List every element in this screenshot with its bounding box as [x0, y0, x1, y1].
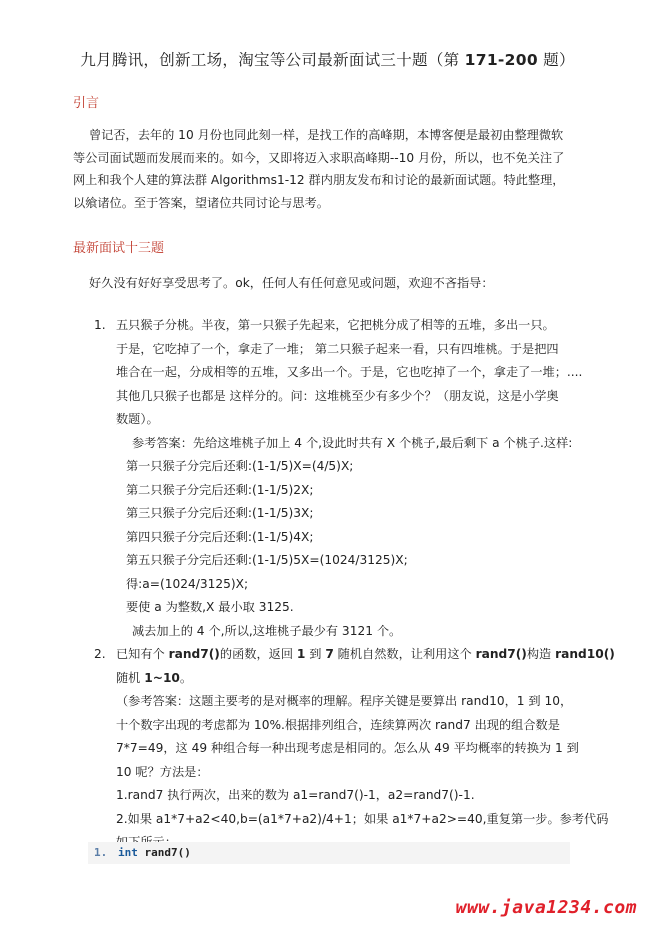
question-list: [88, 314, 615, 855]
section-heading: 最新面试十三题: [73, 241, 165, 256]
code-block: [88, 842, 570, 864]
list-item: 1. 五只猴子分桃。半夜，第一只猴子先起来，它把桃分成了相等的五堆，多出一只。 于是，它吃掉了一个，拿走了一堆； 第二只猴子起来一看，只有四堆桃。于是把四 堆合在一起，分成相等的五堆，又多出一个。于是，它也吃掉了一个，拿走了一堆；.... 其他几只猴子也都是 这样分的。问：这堆桃至少有多少个？（朋友说，这是小学奥 数题）。 参考答案：先给这堆桃子加上 4 个,设此时共有 X 个桃子,最后剩下 a 个桃子.这样: 第一只猴子分完后还剩:(1-1/5)X=(4/5)X; 第二只猴子分完后还剩:(1-1/5)2X; 第三只猴子分完后还剩:(1-1/5)3X; 第四只猴子分完后还剩:(1-1/5)4X; 第五只猴子分完后还剩:(1-1/5)5X=(1024/3125)X; 得:a=(1024/3125)X; 要使 a 为整数,X 最小取 3125. 减去加上的 4 个,所以,这堆桃子最少有 3121 个。: [88, 314, 573, 643]
code-keyword: int: [118, 846, 138, 859]
intro-paragraph: 曾记否，去年的 10 月份也同此刻一样，是找工作的高峰期，本博客便是最初由整理微软 等公司面试题而发展而来的。如今，又即将迈入求职高峰期--10 月份，所以，也不免关注了 网上和我个人建的算法群 Algorithms1-12 群内朋友发布和讨论的最新面试题。特此整理， 以飨诸位。至于答案，望诸位共同讨论与思考。: [73, 128, 565, 210]
watermark: www.java1234.com: [455, 897, 637, 918]
page-title: 九月腾讯，创新工场，淘宝等公司最新面试三十题（第 171-200 题）: [80, 51, 575, 69]
answer-intro: 参考答案：先给这堆桃子加上 4 个,设此时共有 X 个桃子,最后剩下 a 个桃子.这样:: [132, 435, 573, 450]
answer-conclusion: 减去加上的 4 个,所以,这堆桃子最少有 3121 个。: [132, 623, 402, 638]
code-text: rand7(): [137, 846, 191, 859]
intro-heading: 引言: [73, 96, 100, 111]
list-number: 1.: [94, 318, 106, 332]
code-line-number: 1.: [94, 846, 108, 859]
section-lead: 好久没有好好享受思考了。ok，任何人有任何意见或问题，欢迎不吝指导：: [89, 276, 494, 290]
list-number: 2.: [94, 647, 106, 661]
list-item: 2. 已知有个 rand7()的函数，返回 1 到 7 随机自然数，让利用这个 rand7()构造 rand10() 随机 1~10。 （参考答案：这题主要考的是对概率的理解。程序关键是要算出 rand10，1 到 10， 十个数字出现的考虑都为 10%.根据排列组合，连续算两次 rand7 出现的组合数是 7*7=49，这 49 种组合每一种出现考虑是相同的。怎么从 49 平均概率的转换为 1 到 10 呢？方法是： 1.rand7 执行两次，出来的数为 a1=rand7()-1，a2=rand7()-1. 2.如果 a1*7+a2<40,b=(a1*7+a2)/4+1；如果 a1*7+a2>=40,重复第一步。参考代码: [88, 643, 573, 855]
